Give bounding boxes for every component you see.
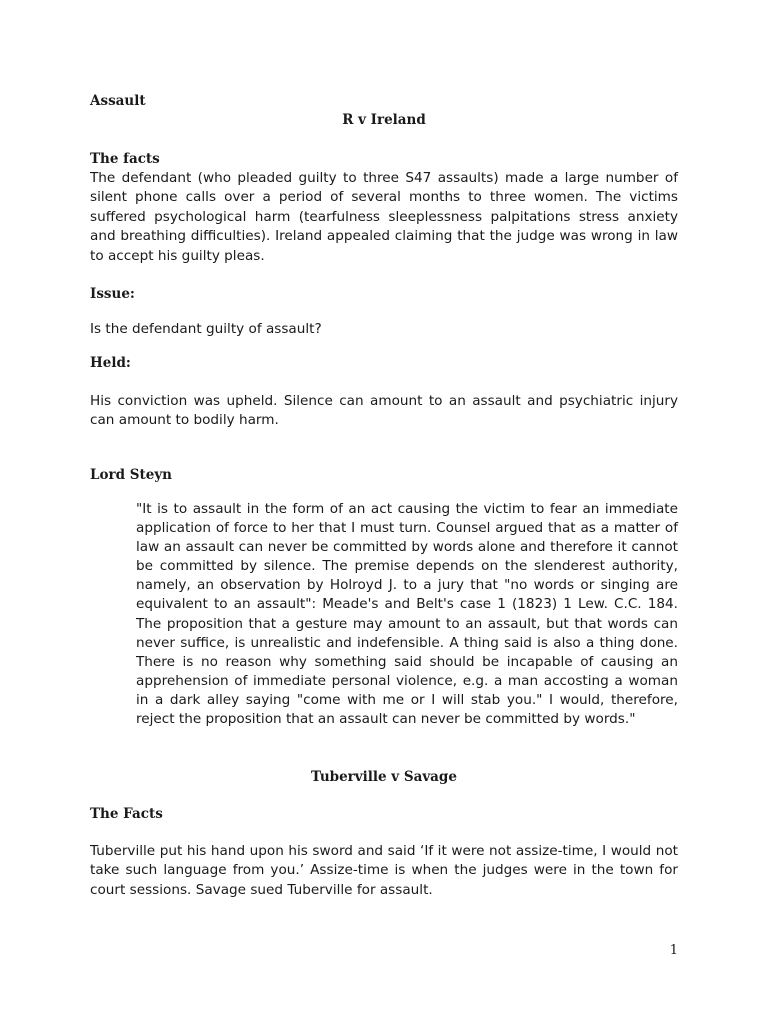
section-title: Assault <box>90 93 146 109</box>
case-title-r-v-ireland: R v Ireland <box>342 112 426 128</box>
lord-steyn-quote: "It is to assault in the form of an act causing the victim to fear an immediate application of force to her that I must turn. Counsel argued that as a matter of law an assault can never be committed by words alone and therefore it cannot be committed by silence. The premise depends on the slenderest authority, namely, an observation by Holroyd J. to a jury that "no words or singing are equivalent to an assault": Meade's and Belt's case 1 (1823) 1 Lew. C.C. 184. The proposition that a gesture may amount to an assault, but that words can never suffice, is unrealistic and indefensible. A thing said is also a thing done. There is no reason why something said should be incapable of causing an apprehension of immediate personal violence, e.g. a man accosting a woman in a dark alley saying "come with me or I will stab you." I would, therefore, reject the proposition that an assault can never be committed by words." <box>136 501 678 728</box>
facts-paragraph-tuberville: Tuberville put his hand upon his sword and said ‘If it were not assize-time, I would not take such language from you.’ Assize-time is when the judges were in the town for court sessions. Savage sued Tuberville for assault. <box>90 843 678 898</box>
held-paragraph: His conviction was upheld. Silence can amount to an assault and psychiatric injury can amount to bodily harm. <box>90 393 678 429</box>
facts-paragraph: The defendant (who pleaded guilty to three S47 assaults) made a large number of silent phone calls over a period of several months to three women. The victims suffered psychological harm (tearfulness sleeplessness palpitations stress anxiety and breathing difficulties). Ireland appealed claiming that the judge was wrong in law to accept his guilty pleas. <box>90 170 678 264</box>
held-heading: Held: <box>90 355 131 371</box>
facts-heading-tuberville: The Facts <box>90 806 163 822</box>
issue-heading: Issue: <box>90 286 135 302</box>
judge-heading-lord-steyn: Lord Steyn <box>90 467 172 483</box>
facts-heading: The facts <box>90 151 160 167</box>
case-title-tuberville-v-savage: Tuberville v Savage <box>311 769 457 785</box>
issue-paragraph: Is the defendant guilty of assault? <box>90 321 322 337</box>
page-number: 1 <box>669 943 678 958</box>
